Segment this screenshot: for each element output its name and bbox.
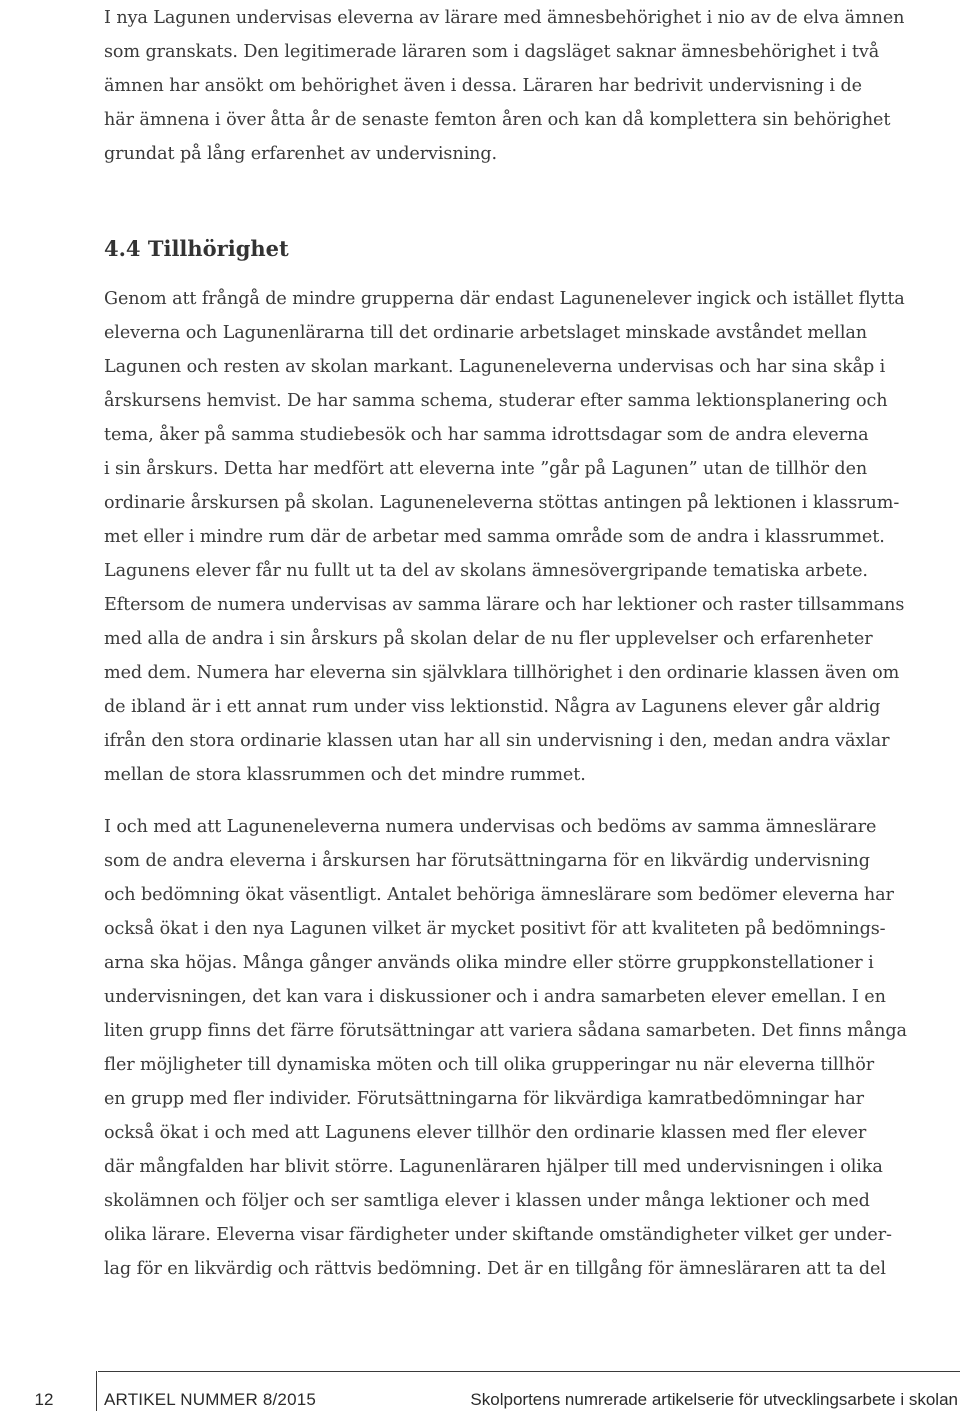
- paragraph-tillhorighet: [104, 282, 960, 792]
- text-line: med dem. Numera har eleverna sin självklara tillhörighet i den ordinarie klassen även om: [104, 663, 900, 683]
- text-line: lag för en likvärdig och rättvis bedömning. Det är en tillgång för ämnesläraren att ta del: [104, 1259, 886, 1279]
- footer-divider: [96, 1371, 97, 1411]
- text-line: liten grupp finns det färre förutsättningar att variera sådana samarbeten. Det finns många: [104, 1021, 907, 1041]
- text-line: också ökat i den nya Lagunen vilket är mycket positivt för att kvaliteten på bedömnings-: [104, 919, 886, 939]
- text-line: och bedömning ökat väsentligt. Antalet behöriga ämneslärare som bedömer eleverna har: [104, 885, 894, 905]
- text-line: skolämnen och följer och ser samtliga elever i klassen under många lektioner och med: [104, 1191, 870, 1211]
- text-line: en grupp med fler individer. Förutsättningarna för likvärdiga kamratbedömningar har: [104, 1089, 864, 1109]
- text-line: där mångfalden har blivit större. Lagunenläraren hjälper till med undervisningen i olika: [104, 1157, 883, 1177]
- text-line: också ökat i och med att Lagunens elever tillhör den ordinarie klassen med fler elever: [104, 1123, 867, 1143]
- text-line: årskursens hemvist. De har samma schema, studerar efter samma lektionsplanering och: [104, 391, 888, 411]
- text-line: tema, åker på samma studiebesök och har samma idrottsdagar som de andra eleverna: [104, 425, 869, 445]
- text-line: grundat på lång erfarenhet av undervisning.: [104, 144, 497, 164]
- text-line: som granskats. Den legitimerade läraren som i dagsläget saknar ämnesbehörighet i två: [104, 42, 880, 62]
- text-line: ämnen har ansökt om behörighet även i dessa. Läraren har bedrivit undervisning i de: [104, 76, 862, 96]
- page-footer: [0, 1371, 960, 1411]
- section-heading: 4.4 Tillhörighet: [104, 236, 289, 261]
- text-line: mellan de stora klassrummen och det mindre rummet.: [104, 765, 586, 785]
- text-line: Eftersom de numera undervisas av samma lärare och har lektioner och raster tillsammans: [104, 595, 905, 615]
- text-line: I och med att Laguneneleverna numera undervisas och bedöms av samma ämneslärare: [104, 817, 877, 837]
- text-line: med alla de andra i sin årskurs på skolan delar de nu fler upplevelser och erfarenheter: [104, 629, 873, 649]
- footer-publication: ARTIKEL NUMMER 8/2015: [104, 1390, 317, 1409]
- text-line: i sin årskurs. Detta har medfört att eleverna inte ”går på Lagunen” utan de tillhör den: [104, 459, 868, 479]
- text-line: arna ska höjas. Många gånger används olika mindre eller större gruppkonstellationer i: [104, 953, 874, 973]
- text-line: met eller i mindre rum där de arbetar med samma område som de andra i klassrummet.: [104, 527, 885, 547]
- paragraph-intro: [104, 1, 960, 171]
- text-line: som de andra eleverna i årskursen har förutsättningarna för en likvärdig undervisning: [104, 851, 870, 871]
- page-number: 12: [34, 1390, 54, 1409]
- text-line: Lagunens elever får nu fullt ut ta del av skolans ämnesövergripande tematiska arbete.: [104, 561, 868, 581]
- text-line: de ibland är i ett annat rum under viss lektionstid. Några av Lagunens elever går aldrig: [104, 697, 881, 717]
- text-line: undervisningen, det kan vara i diskussioner och i andra samarbeten elever emellan. I en: [104, 987, 886, 1007]
- text-line: ifrån den stora ordinarie klassen utan har all sin undervisning i den, medan andra växlar: [104, 731, 890, 751]
- text-line: olika lärare. Eleverna visar färdigheter under skiftande omständigheter vilket ger under-: [104, 1225, 892, 1245]
- paragraph-bedomning: [104, 810, 960, 1286]
- text-line: fler möjligheter till dynamiska möten och till olika grupperingar nu när eleverna tillhör: [104, 1055, 875, 1075]
- footer-series: Skolportens numrerade artikelserie för utvecklingsarbete i skolan: [470, 1390, 958, 1409]
- text-line: Lagunen och resten av skolan markant. Laguneneleverna undervisas och har sina skåp i: [104, 357, 886, 377]
- text-line: här ämnena i över åtta år de senaste femton åren och kan då komplettera sin behörighet: [104, 110, 891, 130]
- text-line: eleverna och Lagunenlärarna till det ordinarie arbetslaget minskade avståndet mellan: [104, 323, 867, 343]
- footer-rule: [98, 1371, 960, 1372]
- text-line: ordinarie årskursen på skolan. Laguneneleverna stöttas antingen på lektionen i klassrum-: [104, 493, 900, 513]
- text-line: Genom att frångå de mindre grupperna där endast Lagunenelever ingick och istället flytta: [104, 289, 905, 309]
- text-line: I nya Lagunen undervisas eleverna av lärare med ämnesbehörighet i nio av de elva ämnen: [104, 8, 905, 28]
